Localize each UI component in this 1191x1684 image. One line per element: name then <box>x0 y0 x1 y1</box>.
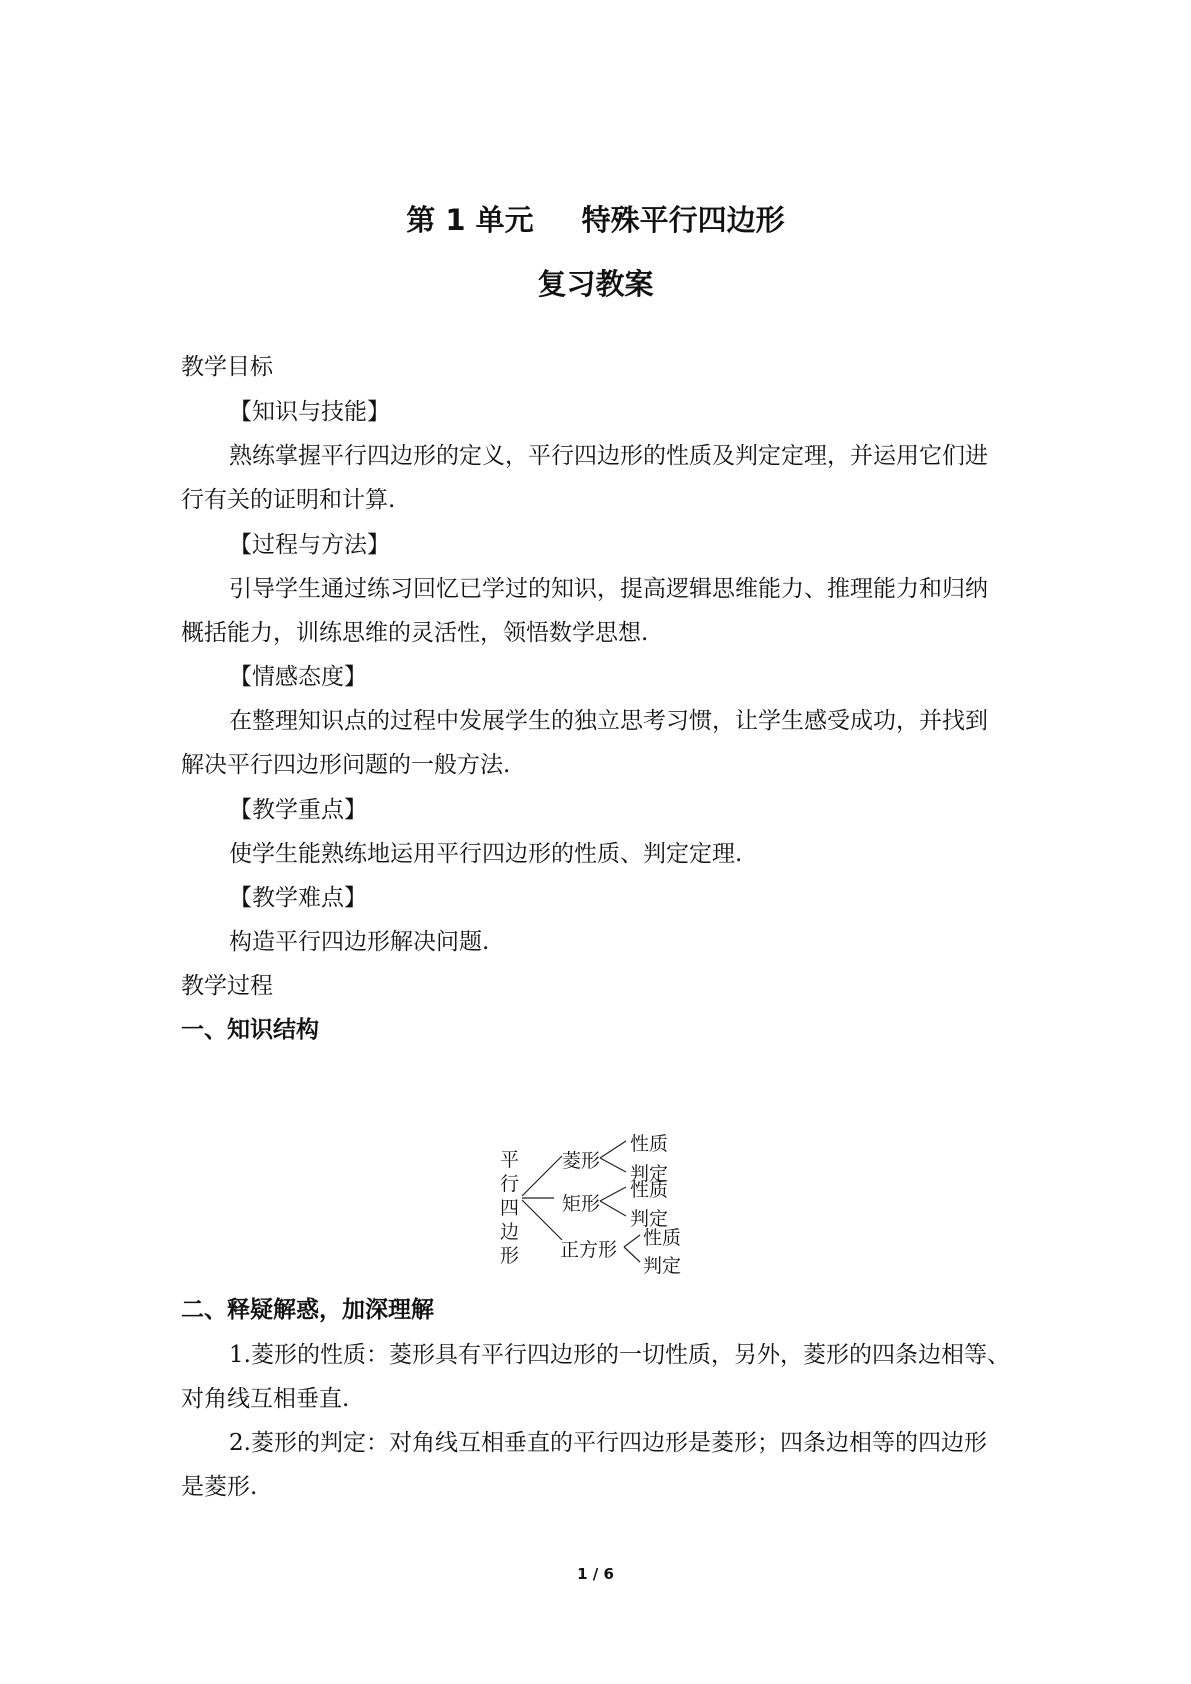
key-point-text: 使学生能熟练地运用平行四边形的性质、判定定理. <box>229 841 743 867</box>
branch-line-rhombus <box>522 1156 562 1196</box>
root-char-4: 边 <box>500 1221 520 1243</box>
unit-label: 第 1 单元 <box>406 203 534 237</box>
rectangle-criterion: 判定 <box>630 1208 669 1230</box>
knowledge-text-line-1: 熟练掌握平行四边形的定义，平行四边形的性质及判定定理，并运用它们进 <box>229 443 988 469</box>
root-char-3: 四 <box>500 1197 520 1219</box>
root-char-1: 平 <box>500 1149 520 1171</box>
square-property: 性质 <box>643 1227 682 1249</box>
key-point-heading: 【教学重点】 <box>229 797 367 823</box>
page-number: 1 / 6 <box>577 1565 614 1583</box>
emotion-text-line-1: 在整理知识点的过程中发展学生的独立思考习惯，让学生感受成功，并找到 <box>229 708 988 734</box>
branch-rectangle: 矩形 <box>562 1193 601 1215</box>
emotion-heading: 【情感态度】 <box>229 664 367 690</box>
knowledge-heading: 【知识与技能】 <box>229 399 390 425</box>
unit-topic: 特殊平行四边形 <box>581 203 785 237</box>
branch-square: 正方形 <box>560 1239 618 1261</box>
rectangle-property: 性质 <box>630 1179 669 1201</box>
rhombus-leaf-line-1 <box>600 1141 626 1158</box>
root-char-2: 行 <box>500 1173 520 1195</box>
rhombus-leaf-line-2 <box>600 1158 626 1172</box>
square-leaf-line-2 <box>624 1247 640 1262</box>
section-1-heading: 一、知识结构 <box>181 1017 319 1043</box>
item-1-line-2: 对角线互相垂直. <box>181 1386 350 1412</box>
knowledge-text-line-2: 行有关的证明和计算. <box>181 487 396 513</box>
goals-heading: 教学目标 <box>181 354 273 380</box>
item-2-line-1: 2.菱形的判定：对角线互相垂直的平行四边形是菱形；四条边相等的四边形 <box>229 1430 987 1456</box>
rectangle-leaf-line-1 <box>600 1187 626 1201</box>
difficulty-heading: 【教学难点】 <box>229 885 367 911</box>
root-char-5: 形 <box>500 1245 520 1267</box>
process-method-heading: 【过程与方法】 <box>229 532 390 558</box>
process-heading: 教学过程 <box>181 973 273 999</box>
section-2-heading: 二、释疑解惑，加深理解 <box>181 1297 434 1323</box>
rectangle-leaf-line-2 <box>600 1201 626 1216</box>
branch-line-square <box>522 1200 562 1240</box>
square-criterion: 判定 <box>643 1255 682 1277</box>
page-subtitle: 复习教案 <box>537 267 654 301</box>
process-method-text-line-2: 概括能力，训练思维的灵活性，领悟数学思想. <box>181 620 649 646</box>
difficulty-text: 构造平行四边形解决问题. <box>229 929 490 955</box>
emotion-text-line-2: 解决平行四边形问题的一般方法. <box>181 752 511 778</box>
rhombus-criterion: 判定 <box>630 1163 669 1185</box>
page-title <box>0 198 1191 239</box>
item-2-line-2: 是菱形. <box>181 1474 258 1500</box>
process-method-text-line-1: 引导学生通过练习回忆已学过的知识，提高逻辑思维能力、推理能力和归纳 <box>229 576 988 602</box>
branch-rhombus: 菱形 <box>562 1150 601 1172</box>
rhombus-property: 性质 <box>630 1133 669 1155</box>
square-leaf-line-1 <box>624 1235 640 1247</box>
item-1-line-1: 1.菱形的性质：菱形具有平行四边形的一切性质，另外，菱形的四条边相等、 <box>229 1342 1010 1368</box>
